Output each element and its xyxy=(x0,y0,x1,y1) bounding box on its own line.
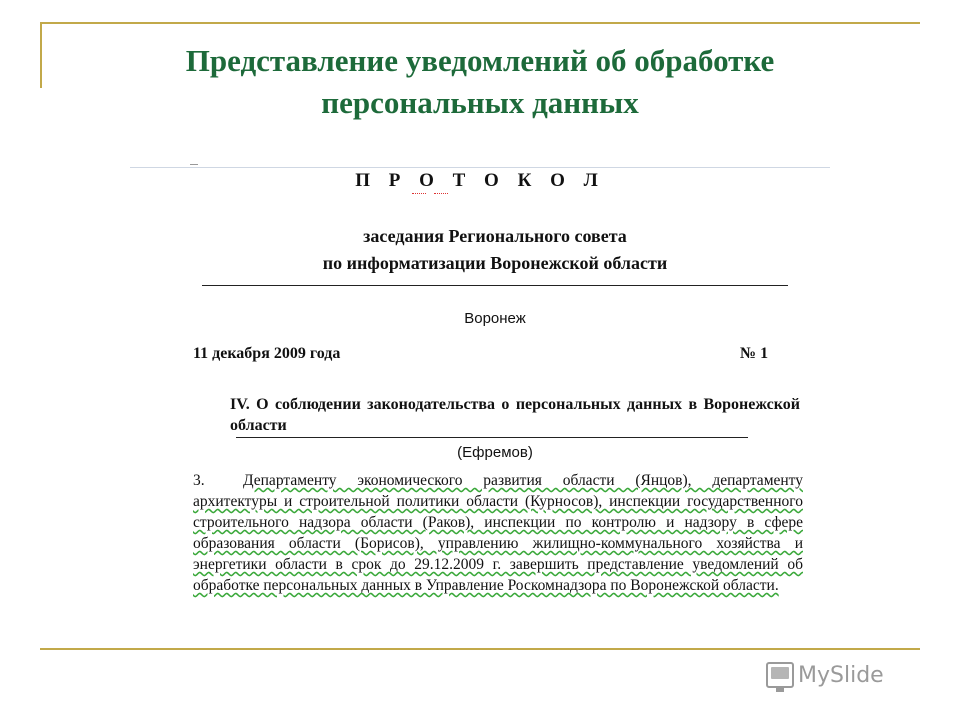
document-top-border xyxy=(130,167,830,168)
left-accent-rule xyxy=(40,22,42,88)
protocol-heading: П Р О Т О К О Л xyxy=(355,170,605,191)
bottom-accent-rule xyxy=(40,648,920,650)
resolution-paragraph xyxy=(193,470,803,596)
protocol-subtitle-line-1: заседания Регионального совета xyxy=(363,226,627,246)
slide-title-line-2: персональных данных xyxy=(321,85,639,120)
spellcheck-mark xyxy=(412,190,426,194)
document-top-mark xyxy=(190,164,198,165)
section-underline xyxy=(236,437,748,438)
presentation-screen-icon xyxy=(766,662,794,688)
slide-title xyxy=(60,40,900,124)
header-separator-line xyxy=(202,285,788,286)
top-accent-rule xyxy=(40,22,920,24)
protocol-number: № 1 xyxy=(740,345,769,362)
slide-title-line-1: Представление уведомлений об обработке xyxy=(185,43,775,78)
section-title: IV. О соблюдении законодательства о персональных данных в Воронежской области xyxy=(230,396,800,434)
protocol-subtitle-line-2: по информатизации Воронежской области xyxy=(322,253,668,273)
speaker-name: (Ефремов) xyxy=(457,444,533,461)
resolution-number: 3. xyxy=(193,472,205,489)
protocol-document-image xyxy=(130,160,830,640)
logo-text: MySlide xyxy=(798,662,884,688)
myslide-logo xyxy=(766,658,926,692)
meeting-date: 11 декабря 2009 года xyxy=(193,345,341,362)
spellcheck-mark xyxy=(434,190,448,194)
city-name: Воронеж xyxy=(464,310,526,327)
resolution-text: Департаменту экономического развития области (Янцов), департаменту архитектуры и строительной политики области (Курносов), инспекции государственного строительного надзора области (Раков), инспекции по контролю и надзору в сфере образования области (Борисов), управлению жилищно-коммунального хозяйства и энергетики области в срок до 29.12.2009 г. завершить представление уведомлений об обработке персональных данных в Управление Роскомнадзора по Воронежской области. xyxy=(193,472,803,594)
